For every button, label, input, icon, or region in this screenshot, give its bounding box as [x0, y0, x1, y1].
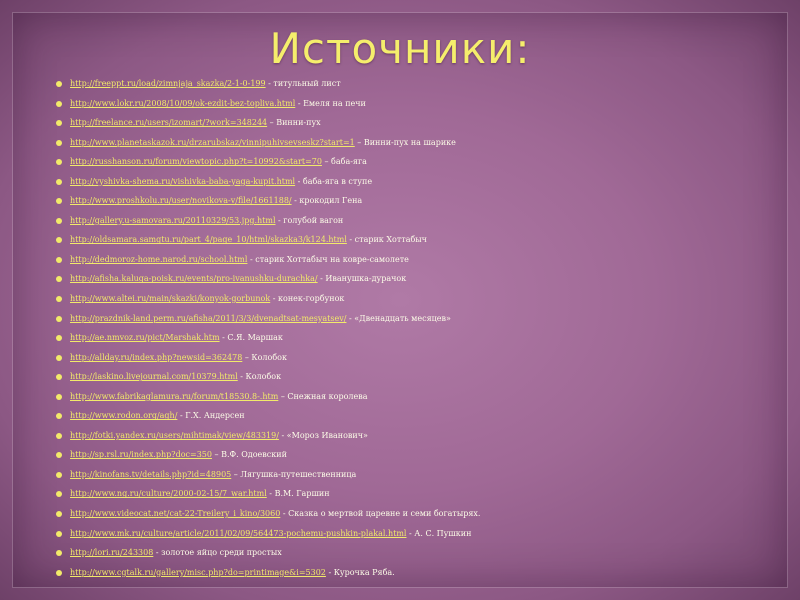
source-description: золотое яйцо среди простых [161, 548, 282, 558]
source-item [56, 348, 776, 368]
bullet-icon [56, 296, 62, 302]
source-link[interactable]: http://www.cgtalk.ru/gallery/misc.php?do=printimage&i=5302 [70, 567, 326, 577]
source-link[interactable]: http://russhanson.ru/forum/viewtopic.php?t=10992&start=70 [70, 157, 322, 167]
bullet-icon [56, 433, 62, 439]
source-link[interactable]: http://www.mk.ru/culture/article/2011/02/09/564473-pochemu-pushkin-plakal.html [70, 528, 407, 538]
bullet-icon [56, 101, 62, 107]
source-link[interactable]: http://www.rodon.org/agh/ [70, 411, 178, 421]
source-description: Емеля на печи [303, 98, 366, 108]
source-description: конек-горбунок [278, 294, 345, 304]
bullet-icon [56, 257, 62, 263]
separator: - [266, 489, 275, 499]
bullet-icon [56, 452, 62, 458]
sources-list [56, 74, 776, 582]
source-description: Лягушка-путешественница [240, 469, 357, 479]
source-description: старик Хоттабыч на ковре-самолете [255, 254, 409, 264]
source-description: Снежная королева [287, 391, 368, 401]
separator: - [177, 411, 186, 421]
separator: - [317, 274, 326, 284]
source-link[interactable]: http://kinofans.tv/details.php?id=48905 [70, 469, 232, 479]
source-description: Винни-пух на шарике [363, 137, 456, 147]
bullet-icon [56, 198, 62, 204]
source-link[interactable]: http://dedmoroz-home.narod.ru/school.html [70, 254, 248, 264]
source-item [56, 484, 776, 504]
source-item [56, 211, 776, 231]
separator: – [321, 157, 332, 167]
source-description: С.Я. Маршак [227, 333, 283, 343]
slide-title: Источники: [269, 24, 531, 73]
separator: - [237, 372, 246, 382]
separator: - [295, 98, 304, 108]
bullet-icon [56, 316, 62, 322]
separator: - [291, 196, 300, 206]
source-link[interactable]: http://www.planetaskazok.ru/drzarubskaz/vinnipuhivsevseskz?start=1 [70, 137, 355, 147]
source-item [56, 426, 776, 446]
source-item [56, 152, 776, 172]
source-description: баба-яга [331, 157, 367, 167]
separator: - [346, 235, 355, 245]
source-item [56, 504, 776, 524]
source-link[interactable]: http://www.lokr.ru/2008/10/09/ok-ezdit-bez-topliva.html [70, 98, 296, 108]
source-description: Курочка Ряба. [333, 567, 395, 577]
source-description: Сказка о мертвой царевне и семи богатырях. [288, 509, 481, 519]
source-item [56, 113, 776, 133]
separator: – [278, 391, 288, 401]
separator: - [406, 528, 415, 538]
source-link[interactable]: http://fotki.yandex.ru/users/mihtimak/view/483319/ [70, 430, 279, 440]
source-description: Иванушка-дурачок [325, 274, 407, 284]
source-link[interactable]: http://prazdnik-land.perm.ru/afisha/2011/3/3/dvenadtsat-mesyatsev/ [70, 313, 347, 323]
source-description: Винни-пух [276, 118, 321, 128]
source-description: голубой вагон [283, 215, 344, 225]
source-item [56, 543, 776, 563]
source-item [56, 328, 776, 348]
source-link[interactable]: http://www.ng.ru/culture/2000-02-15/7_war.html [70, 489, 267, 499]
bullet-icon [56, 570, 62, 576]
source-item [56, 367, 776, 387]
source-description: Г.Х. Андерсен [185, 411, 245, 421]
source-description: баба-яга в ступе [302, 176, 373, 186]
source-description: титульный лист [273, 79, 341, 88]
source-link[interactable]: http://ae.nmvoz.ru/pict/Marshak.htm [70, 333, 220, 343]
bullet-icon [56, 531, 62, 537]
separator: – [231, 469, 241, 479]
source-description: старик Хоттабыч [354, 235, 427, 245]
separator: – [211, 450, 222, 460]
bullet-icon [56, 140, 62, 146]
bullet-icon [56, 120, 62, 126]
source-link[interactable]: http://sp.rsl.ru/index.php?doc=350 [70, 450, 212, 460]
source-description: Колобок [251, 352, 287, 362]
source-link[interactable]: http://freelance.ru/users/izomart/?work=348244 [70, 118, 268, 128]
source-link[interactable]: http://www.altei.ru/main/skazki/konyok-gorbunok [70, 294, 271, 304]
bullet-icon [56, 413, 62, 419]
source-item [56, 250, 776, 270]
separator: - [325, 567, 334, 577]
source-link[interactable]: http://allday.ru/index.php?newsid=362478 [70, 352, 243, 362]
source-description: крокодил Гена [299, 196, 363, 206]
source-item [56, 465, 776, 485]
bullet-icon [56, 472, 62, 478]
source-description: В.М. Гаршин [274, 489, 330, 499]
source-item [56, 406, 776, 426]
separator: - [265, 79, 274, 88]
bullet-icon [56, 550, 62, 556]
bullet-icon [56, 159, 62, 165]
separator: - [153, 548, 162, 558]
separator: – [242, 352, 252, 362]
separator: - [278, 430, 287, 440]
separator: - [346, 313, 355, 323]
bullet-icon [56, 374, 62, 380]
source-link[interactable]: http://afisha.kaluga-poisk.ru/events/pro-ivanushku-durachka/ [70, 274, 318, 284]
bullet-icon [56, 81, 62, 87]
bullet-icon [56, 491, 62, 497]
bullet-icon [56, 218, 62, 224]
source-link[interactable]: http://freeppt.ru/load/zimnjaja_skazka/2-1-0-199 [70, 79, 266, 88]
source-item [56, 563, 776, 583]
source-item [56, 172, 776, 192]
separator: - [247, 254, 256, 264]
source-link[interactable]: http://www.videocat.net/cat-22-Treilery_i_kino/3060 [70, 509, 281, 519]
separator: - [280, 509, 289, 519]
separator: – [267, 118, 277, 128]
source-description: «Мороз Иванович» [286, 430, 368, 440]
source-link[interactable]: http://laskino.livejournal.com/10379.html [70, 372, 238, 382]
separator: - [270, 294, 278, 304]
bullet-icon [56, 276, 62, 282]
source-item [56, 230, 776, 250]
source-link[interactable]: http://lori.ru/243308 [70, 548, 154, 558]
source-item [56, 74, 776, 94]
separator: - [275, 215, 284, 225]
source-item [56, 133, 776, 153]
source-item [56, 445, 776, 465]
source-link[interactable]: http://gallery.u-samovara.ru/20110329/53.jpg.html [70, 215, 276, 225]
bullet-icon [56, 511, 62, 517]
bullet-icon [56, 394, 62, 400]
separator: - [219, 333, 228, 343]
source-description: «Двенадцать месяцев» [354, 313, 451, 323]
source-description: А. С. Пушкин [414, 528, 472, 538]
bullet-icon [56, 237, 62, 243]
source-item [56, 94, 776, 114]
source-item [56, 309, 776, 329]
separator: - [295, 176, 303, 186]
bullet-icon [56, 179, 62, 185]
source-item [56, 387, 776, 407]
source-description: Колобок [245, 372, 282, 382]
source-item [56, 191, 776, 211]
source-item [56, 524, 776, 544]
separator: – [354, 137, 364, 147]
source-link[interactable]: http://www.proshkolu.ru/user/novikova-v/file/1661188/ [70, 196, 292, 206]
source-link[interactable]: http://oldsamara.samgtu.ru/part_4/page_10/html/skazka3/k124.html [70, 235, 347, 245]
source-item [56, 289, 776, 309]
source-link[interactable]: http://vyshivka-shema.ru/vishivka-baba-yaga-kupit.html [70, 176, 296, 186]
source-description: В.Ф. Одоевский [221, 450, 287, 460]
bullet-icon [56, 355, 62, 361]
source-item [56, 269, 776, 289]
source-link[interactable]: http://www.fabrikaglamura.ru/forum/t18530.8-.htm [70, 391, 279, 401]
bullet-icon [56, 335, 62, 341]
